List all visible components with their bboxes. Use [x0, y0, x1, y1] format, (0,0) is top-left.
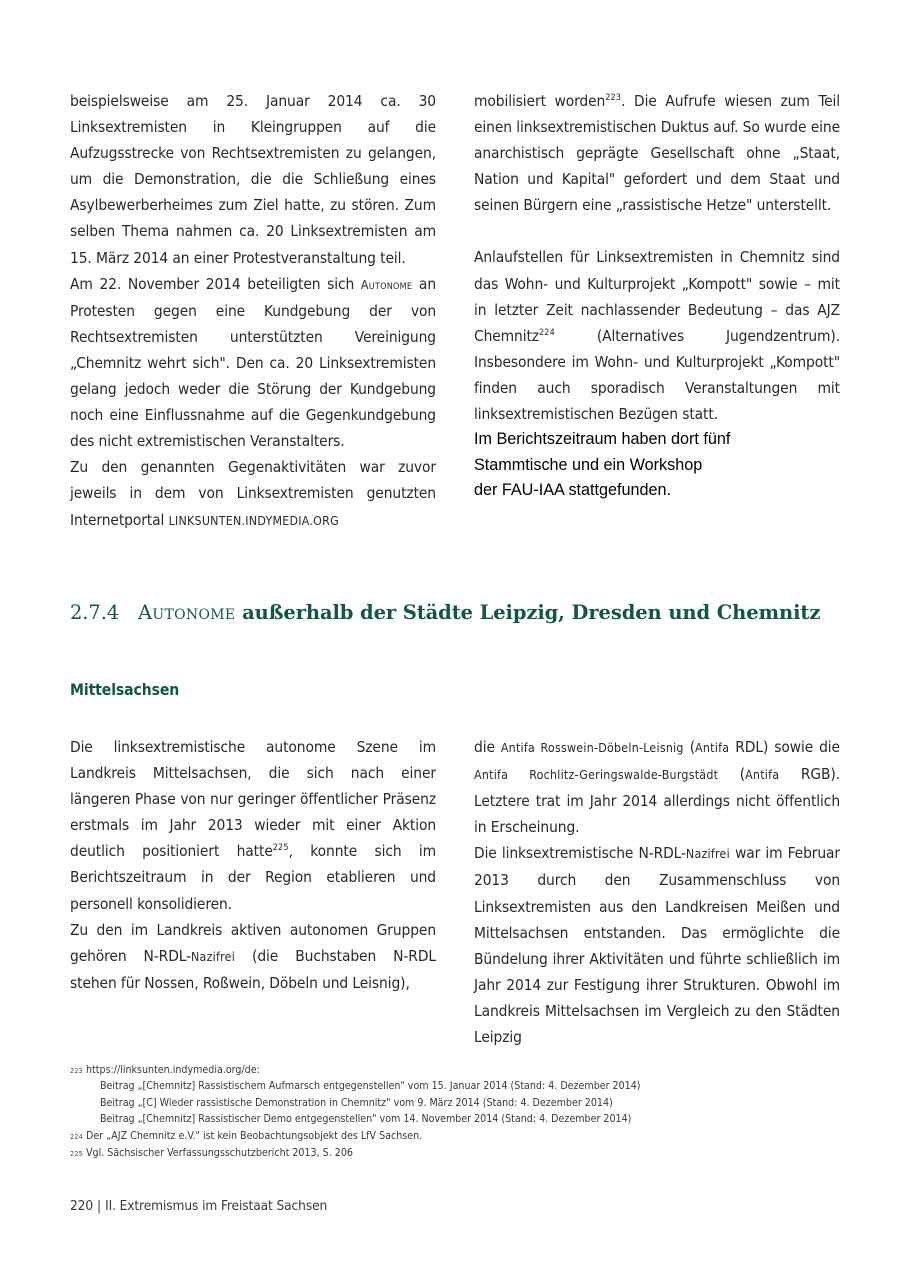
footnote-line: Beitrag „[Chemnitz] Rassistischer Demo entgegenstellen" vom 14. November 2014 (Stand: 4. Dezember 2014) [100, 1113, 632, 1126]
footnote-entry [70, 1145, 880, 1162]
paragraph-anlaufstellen [474, 244, 840, 427]
footnote-marker-225: 225 [272, 843, 289, 854]
top-columns-region [70, 88, 840, 534]
paragraph-text-segment: mobilisiert worden [474, 92, 606, 110]
inserted-line: Stammtische und ein Workshop [474, 455, 703, 474]
smallcaps-antifa-2: Antifa [745, 768, 780, 783]
footnote-marker-223: 223 [605, 92, 622, 103]
paragraph-text-segment: Die linksextremistische N-RDL- [474, 844, 686, 863]
sub-heading-mittelsachsen: Mittelsachsen [70, 681, 180, 699]
footnote-body [86, 1128, 880, 1144]
paragraph-text-segment: (die Buchstaben N-RDL stehen für Nossen, Roßwein, Döbeln und Leisnig), [70, 946, 436, 992]
smallcaps-linksunten-indymedia: LINKSUNTEN.INDYMEDIA.ORG [168, 513, 339, 528]
inserted-line: der FAU-IAA stattgefunden. [474, 481, 672, 500]
footnote-line: Der „AJZ Chemnitz e.V." ist kein Beobachtungsobjekt des LfV Sachsen. [86, 1129, 423, 1142]
paragraph-die-linksextremistische-szene [70, 734, 436, 917]
inserted-line: Im Berichtszeitraum haben dort fünf [474, 430, 731, 449]
paragraph-text-segment: ( [683, 738, 696, 756]
paragraph-n-rdl-nazifrei-entstehung [474, 840, 840, 1050]
footnotes-region [70, 1062, 880, 1162]
section-number: 2.7.4 [70, 601, 120, 624]
paragraph-text-segment: . Die Aufrufe wiesen zum Teil einen linksextremistischen Duktus auf. So wurde eine anarchistisch geprägte Gesellschaft ohne „Staat, Nation und Kapital" gefordert und dem Staat und seinen Bürgern eine „rassistische Hetze" unterstellt. [474, 92, 840, 215]
top-left-column [70, 88, 436, 534]
inserted-paragraph-fau-iaa [474, 427, 840, 504]
smallcaps-nazifrei-2: Nazifrei [685, 847, 730, 862]
smallcaps-antifa-rdl-full: Antifa Rosswein-Döbeln-Leisnig [500, 741, 684, 755]
paragraph-text-segment: war im Februar 2013 durch den Zusammenschluss von Linksextremisten aus den Landkreisen Meißen und Mittelsachsen entstanden. Das ermöglichte die Bündelung ihrer Aktivitäten und führte schließlich im Jahr 2014 zur Festigung ihrer Strukturen. Obwohl im Landkreis Mittelsachsen im Vergleich zu den Städten Leipzig [474, 844, 840, 1047]
footnote-line: Vgl. Sächsischer Verfassungsschutzbericht 2013, S. 206 [86, 1147, 353, 1160]
paragraph-zu-den-genannten [70, 454, 436, 533]
paragraph-zu-den-im-landkreis [70, 917, 436, 996]
footnote-line: Beitrag „[Chemnitz] Rassistischem Aufmarsch entgegenstellen" vom 15. Januar 2014 (Stand: 4. Dezember 2014) [100, 1080, 641, 1093]
paragraph-text-segment: Zu den genannten Gegenaktivitäten war zuvor jeweils in dem von Linksextremisten genutzten Internetportal [70, 458, 436, 529]
paragraph-text-segment: RDL) sowie die [729, 738, 840, 756]
paragraph-text-segment: (Alternatives Jugendzentrum). Insbesondere im Wohn- und Kulturprojekt „Kompott" finden auch sporadisch Veranstaltungen mit linksextremistischen Bezügen statt. [474, 326, 840, 424]
footnote-entry [70, 1062, 880, 1128]
page-footer [70, 1196, 327, 1216]
section-heading-rest: außerhalb der Städte Leipzig, Dresden und Chemnitz [235, 601, 821, 624]
lower-right-column [474, 734, 840, 1050]
section-heading-smallcaps-autonome: Autonome [138, 601, 236, 624]
smallcaps-autonome: Autonome [360, 277, 413, 292]
paragraph-text-segment: an Protesten gegen eine Kundgebung der von Rechtsextremisten unterstützten Vereinigung „Chemnitz wehrt sich". Den ca. 20 Linksextremisten gelang jedoch weder die Störung der Kundgebung noch eine Einflussnahme auf die Gegenkundgebung des nicht extremistischen Veranstalters. [70, 274, 436, 451]
paragraph-text-segment: die [474, 738, 501, 756]
section-heading [70, 601, 850, 624]
paragraph-text-segment: Zu den im Landkreis aktiven autonomen Gruppen gehören N-RDL- [70, 920, 436, 965]
top-right-column [474, 88, 840, 534]
paragraph-antifa-gruppen [474, 734, 840, 840]
smallcaps-nazifrei: Nazifrei [191, 949, 236, 964]
footnote-line: https://linksunten.indymedia.org/de: [86, 1064, 260, 1076]
footnote-number: 225 [70, 1149, 83, 1159]
paragraph-text-segment: ( [718, 765, 746, 784]
page-number: 220 [70, 1198, 94, 1214]
footnote-body [86, 1062, 880, 1128]
lower-columns-region [70, 734, 840, 1050]
paragraph-text-segment: RGB). Letztere trat im Jahr 2014 allerdings nicht öffentlich in Erscheinung. [474, 765, 840, 837]
paragraph-mobilisiert-worden [474, 88, 840, 218]
paragraph-text-segment: Am 22. November 2014 beteiligten sich [70, 274, 361, 293]
paragraph-beispielsweise: beispielsweise am 25. Januar 2014 ca. 30 Linksextremisten in Kleingruppen auf die Aufzugsstrecke von Rechtsextremisten zu gelangen, um die Demonstration, die die Schließung eines Asylbewerberheimes zum Ziel hatte, zu stören. Zum selben Thema nahmen ca. 20 Linksextremisten am 15. März 2014 an einer Protestveranstaltung teil. [70, 92, 436, 267]
footnote-number: 224 [70, 1131, 83, 1141]
smallcaps-antifa-rgb-full: Antifa Rochlitz-Geringswalde-Burgstädt [474, 768, 719, 783]
footnote-number: 223 [70, 1066, 83, 1075]
footnote-marker-224: 224 [538, 327, 555, 338]
paragraph-text-segment: , konnte sich im Berichtszeitraum in der Region etablieren und personell konsolidieren. [70, 842, 437, 913]
footnote-line: Beitrag „[C] Wieder rassistische Demonstration in Chemnitz" vom 9. März 2014 (Stand: 4. Dezember 2014) [100, 1096, 613, 1109]
smallcaps-antifa-1: Antifa [695, 741, 730, 755]
footer-separator: | [97, 1198, 102, 1214]
footnote-body [86, 1145, 880, 1161]
lower-left-column [70, 734, 436, 1050]
paragraph-text-segment: Anlaufstellen für Linksextremisten in Chemnitz sind das Wohn- und Kulturprojekt „Kompott" sowie – mit in letzter Zeit nachlassender Bedeutung – das AJZ Chemnitz [474, 248, 840, 345]
footnote-entry [70, 1128, 880, 1145]
footer-title: II. Extremismus im Freistaat Sachsen [105, 1198, 328, 1214]
paragraph-am-22-november [70, 271, 436, 455]
paragraph-text-segment: Die linksextremistische autonome Szene im Landkreis Mittelsachsen, die sich nach einer längeren Phase von nur geringer öffentlicher Präsenz erstmals im Jahr 2013 wieder mit einer Aktion deutlich positioniert hatte [70, 738, 436, 861]
